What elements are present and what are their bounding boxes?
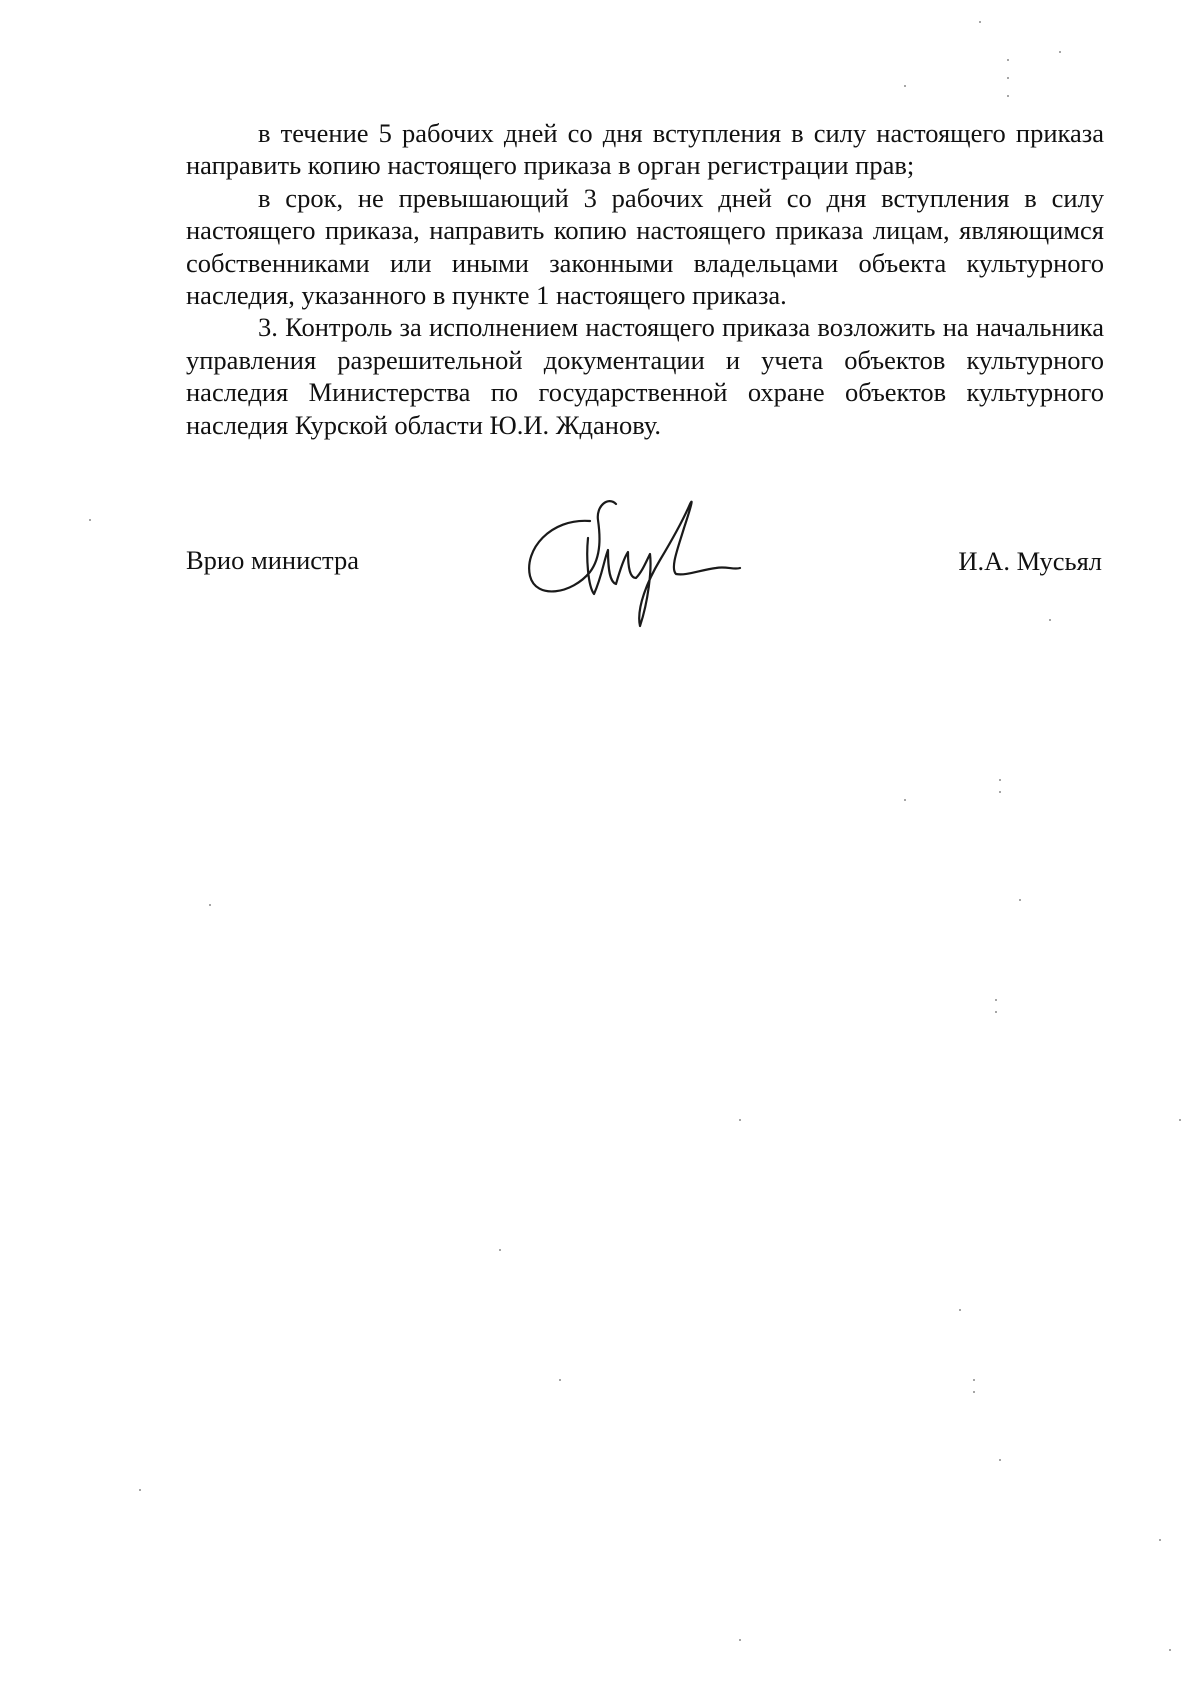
order-text: [186, 117, 1104, 441]
signer-position: Врио министра: [186, 545, 359, 575]
paragraph-registration-copy: в течение 5 рабочих дней со дня вступления в силу настоящего приказа направить копию настоящего приказа в орган регистрации прав;: [186, 118, 1104, 181]
paragraph-control: 3. Контроль за исполнением настоящего приказа возложить на начальника управления разрешительной документации и учета объектов культурного наследия Министерства по государственной охране объектов культурного наследия Курской области Ю.И. Жданову.: [186, 312, 1104, 440]
handwritten-signature: [520, 498, 770, 633]
signer-name: И.А. Мусьял: [958, 546, 1102, 576]
paragraph-owners-copy: в срок, не превышающий 3 рабочих дней со дня вступления в силу настоящего приказа, направить копию настоящего приказа лицам, являющимся собственниками или иными законными владельцами объекта культурного наследия, указанного в пункте 1 настоящего приказа.: [186, 182, 1104, 311]
